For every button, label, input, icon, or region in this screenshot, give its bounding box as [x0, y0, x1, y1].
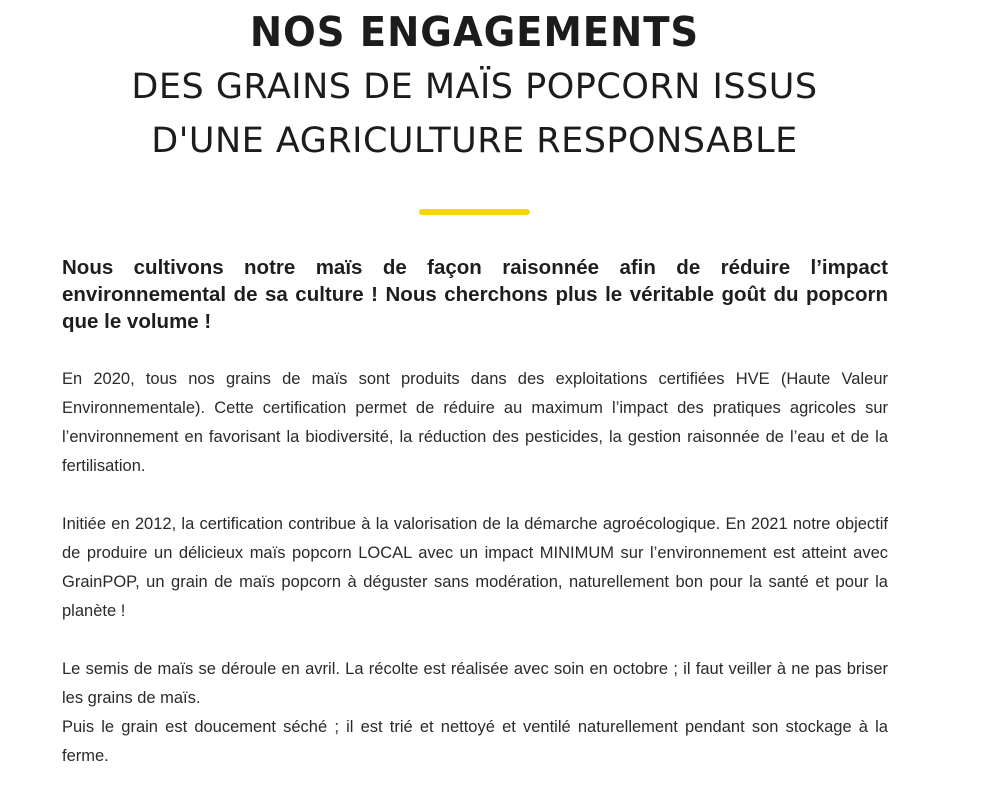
page-title-line-1: DES GRAINS DE MAÏS POPCORN ISSUS — [131, 67, 818, 107]
page-title — [0, 60, 949, 168]
paragraph-hve-certification: En 2020, tous nos grains de maïs sont produits dans des exploitations certifiées HVE (Haute Valeur Environnementale). Cette certification permet de réduire au maximum l’impact des pratiques agricoles sur l’environnement en favorisant la biodiversité, la réduction des pesticides, la gestion raisonnée de l’eau et de la fertilisation. — [62, 370, 888, 475]
title-block — [0, 6, 949, 168]
paragraph-sowing-harvest: Le semis de maïs se déroule en avril. La récolte est réalisée avec soin en octobre ; il faut veiller à ne pas briser les grains de maïs. — [62, 660, 888, 707]
article-content — [62, 254, 888, 771]
paragraph-drying-storage: Puis le grain est doucement séché ; il est trié et nettoyé et ventilé naturellement pendant son stockage à la ferme. — [62, 718, 888, 765]
page-title-line-2: D'UNE AGRICULTURE RESPONSABLE — [151, 121, 798, 161]
lead-paragraph: Nous cultivons notre maïs de façon raisonnée afin de réduire l’impact environnemental de sa culture ! Nous cherchons plus le véritable goût du popcorn que le volume ! — [62, 256, 888, 333]
paragraph-agroecology: Initiée en 2012, la certification contribue à la valorisation de la démarche agroécologique. En 2021 notre objectif de produire un délicieux maïs popcorn LOCAL avec un impact MINIMUM sur l’environnement est atteint avec GrainPOP, un grain de maïs popcorn à déguster sans modération, naturellement bon pour la santé et pour la planète ! — [62, 515, 888, 620]
accent-divider — [419, 209, 530, 215]
section-kicker: NOS ENGAGEMENTS — [249, 8, 700, 56]
